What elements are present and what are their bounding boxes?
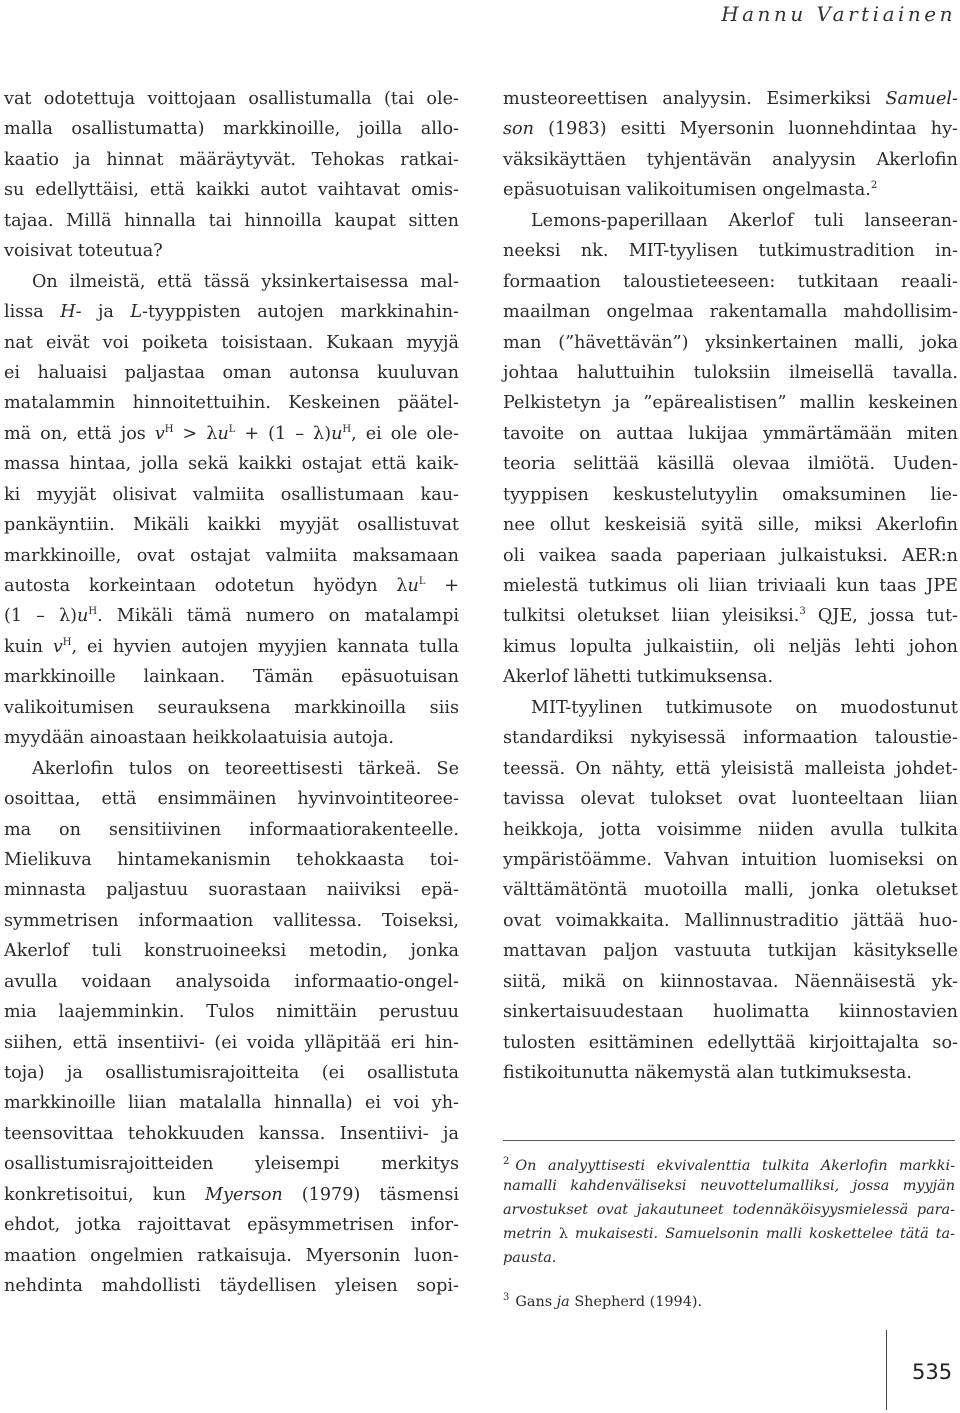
text-line: mielestä tutkimus oli liian triviaali kun taas JPE: [503, 576, 958, 596]
footnote-divider: [503, 1140, 955, 1141]
page-number: 535: [912, 1360, 953, 1384]
text-line: ei haluaisi paljastaa oman autonsa kuuluvan: [4, 362, 459, 383]
text-line: osallistumisrajoitteiden yleisempi merkitys: [4, 1154, 459, 1175]
text-line: mä on, että jos $v^H > \lambda u^L + (1 - \lambda)u^H$, ei ole ole-: [4, 423, 459, 444]
footnote-line: metrin λ mukaisesti. Samuelsonin malli koskettelee tätä ta-: [503, 1226, 955, 1242]
text-line: maailman ongelmaa rakentamalla mahdollisim-: [503, 302, 958, 323]
text-line: ma on sensitiivinen informaatiorakenteelle.: [4, 819, 459, 840]
text-line: su edellyttäisi, että kaikki autot vaihtavat omis-: [4, 180, 459, 201]
text-line: tavissa olevat tulokset ovat luonteeltaan liian: [503, 789, 958, 810]
text-line: tulosten esittäminen edellyttää kirjoittajalta so-: [503, 1032, 958, 1053]
text-line: johtaa haluttuihin tuloksiin ilmeisellä tavalla.: [503, 362, 958, 383]
text-line: kimus lopulta julkaistiin, oli neljäs lehti johon: [503, 636, 958, 657]
footnote-line: $^3$ Gans ja Shepherd (1994).: [503, 1292, 703, 1310]
text-line: autosta korkeintaan odotetun hyödyn $\lambda u^L$ +: [4, 576, 459, 596]
text-line: man (”hävettävän”) yksinkertainen malli, joka: [503, 332, 958, 353]
text-line: konkretisoitui, kun Myerson (1979) täsmensi: [4, 1184, 459, 1205]
text-line: Mielikuva hintamekanismin tehokkaasta toi-: [4, 849, 459, 870]
footnote-number: 2: [503, 1156, 510, 1167]
right-column: [503, 84, 958, 1088]
text-line: mattavan paljon vastuuta tutkijan käsitykselle: [503, 941, 958, 962]
text-line: musteoreettisen analyysin. Esimerkiksi Samuel-: [503, 89, 958, 109]
text-line: kuin $v^H$, ei hyvien autojen myyjien kannata tulla: [4, 636, 460, 657]
text-line: vat odotettuja voittojaan osallistumalla (tai ole-: [4, 89, 459, 109]
text-line: minnasta paljastuu suorastaan naiiviksi epä-: [4, 880, 459, 901]
text-line: matalammin hinnoitettuihin. Keskeinen päätel-: [4, 393, 459, 414]
text-line: mia laajemminkin. Tulos nimittäin perustuu: [4, 1002, 459, 1023]
text-line: heikkoja, jotta voisimme niiden avulla tulkita: [503, 819, 958, 840]
text-line: ehdot, jotka rajoittavat epäsymmetrisen infor-: [4, 1215, 459, 1236]
text-line: siihen, että insentiivi- (ei voida ylläpitää eri hin-: [4, 1032, 459, 1053]
text-line: nehdinta mahdollisti täydellisen yleisen sopi-: [4, 1276, 459, 1297]
text-line: tyyppisen keskustelutyylin omaksuminen lie-: [503, 484, 958, 505]
text-line: väksikäyttäen tyhjentävän analyysin Akerlofin: [503, 149, 958, 170]
text-line: teessä. On nähty, että yleisistä malleista johdet-: [503, 758, 958, 779]
text-line: $(1 - \lambda)u^H$. Mikäli tämä numero on matalampi: [4, 606, 460, 627]
text-line: välttämätöntä muotoilla malli, jonka oletukset: [503, 880, 958, 901]
text-line: MIT-tyylinen tutkimusote on muodostunut: [531, 697, 958, 718]
text-line: toja) ja osallistumisrajoitteita (ei osallistuta: [4, 1063, 459, 1083]
text-line: fistikoitunutta näkemystä alan tutkimuksesta.: [503, 1063, 912, 1083]
text-line: Akerlof tuli konstruoineeksi metodin, jonka: [4, 941, 459, 962]
text-line: tajaa. Millä hinnalla tai hinnoilla kaupat sitten: [4, 210, 459, 231]
text-line: lissa H- ja L-tyyppisten autojen markkinahin-: [4, 302, 459, 323]
page-number-rule: [886, 1330, 887, 1410]
text-line: ki myyjät olisivat valmiita osallistumaan kau-: [4, 484, 459, 505]
text-line: standardiksi nykyisessä informaation taloustie-: [503, 728, 958, 749]
text-line: Akerlofin tulos on teoreettisesti tärkeä. Se: [32, 758, 459, 779]
text-line: teensovittaa tehokkuuden kanssa. Insentiivi- ja: [4, 1123, 459, 1144]
text-line: nee ollut keskeisiä syitä sille, miksi Akerlofin: [503, 515, 958, 536]
text-line: markkinoille liian matalalla hinnalla) ei voi yh-: [4, 1093, 459, 1114]
footnote-3: [503, 1286, 955, 1310]
text-line: Pelkistetyn ja ”epärealistisen” mallin keskeinen: [503, 393, 958, 414]
footnote-line: namalli kahdenväliseksi neuvottelumalliksi, jossa myyjän: [503, 1178, 955, 1194]
text-line: sinkertaisuudestaan huolimatta kiinnostavien: [503, 1002, 958, 1023]
text-line: valikoitumisen seurauksena markkinoilla siis: [4, 697, 459, 718]
text-line: Lemons-paperillaan Akerlof tuli lanseeran-: [531, 210, 958, 231]
text-line: teoria selittää käsillä olevaa ilmiötä. Uuden-: [503, 454, 958, 475]
text-line: myydään ainoastaan heikkolaatuisia autoja.: [4, 728, 394, 749]
text-line: tavoite on auttaa lukijaa ymmärtämään miten: [503, 423, 958, 444]
footnote-line: pausta.: [503, 1250, 557, 1266]
footnote-2: [503, 1150, 955, 1270]
text-line: oli vaikea saada paperiaan julkaistuksi. AER:n: [503, 545, 958, 566]
text-line: siitä, mikä on kiinnostavaa. Näennäisestä yk-: [503, 971, 958, 992]
text-line: tulkitsi oletukset liian yleisiksi.$^3$ QJE, jossa tut-: [503, 606, 958, 627]
text-line: formaation taloustieteeseen: tutkitaan reaali-: [503, 271, 958, 292]
footnote-line: arvostukset ovat jakautuneet todennäköisyysmielessä para-: [503, 1202, 955, 1218]
text-line: ovat voimakkaita. Mallinnustraditio jättää huo-: [503, 910, 958, 931]
text-line: kaatio ja hinnat määräytyvät. Tehokas ratkai-: [4, 149, 459, 170]
text-line: Akerlof lähetti tutkimuksensa.: [503, 667, 774, 688]
text-line: avulla voidaan analysoida informaatio-ongel-: [4, 971, 459, 992]
text-line: maation ongelmien ratkaisuja. Myersonin luon-: [4, 1245, 459, 1266]
footnote-number: 3: [503, 1292, 510, 1303]
text-line: epäsuotuisan valikoitumisen ongelmasta.$^2$: [503, 180, 878, 201]
text-line: son (1983) esitti Myersonin luonnehdintaa hy-: [503, 119, 958, 140]
text-line: neeksi nk. MIT-tyylisen tutkimustradition in-: [503, 241, 958, 262]
footnote-line: $^2$ On analyyttisesti ekvivalenttia tulkita Akerlofin markki-: [503, 1156, 955, 1174]
text-line: osoittaa, että ensimmäinen hyvinvointiteoree-: [4, 789, 459, 810]
text-line: On ilmeistä, että tässä yksinkertaisessa mal-: [32, 271, 459, 292]
running-head: Hannu Vartiainen: [721, 2, 956, 26]
text-line: voisivat toteutua?: [4, 241, 163, 262]
text-line: ympäristöämme. Vahvan intuition luomiseksi on: [503, 849, 958, 870]
text-line: symmetrisen informaation vallitessa. Toiseksi,: [4, 910, 459, 931]
text-line: massa hintaa, jolla sekä kaikki ostajat että kaik-: [4, 454, 459, 475]
text-line: markkinoille lainkaan. Tämän epäsuotuisan: [4, 667, 459, 688]
text-line: markkinoille, ovat ostajat valmiita maksamaan: [4, 545, 459, 566]
text-line: nat eivät voi poiketa toisistaan. Kukaan myyjä: [4, 332, 459, 353]
text-line: pankäyntiin. Mikäli kaikki myyjät osallistuvat: [4, 515, 459, 536]
left-column: [4, 84, 459, 1302]
text-line: malla osallistumatta) markkinoille, joilla allo-: [4, 119, 459, 140]
footnotes: [503, 1150, 955, 1310]
